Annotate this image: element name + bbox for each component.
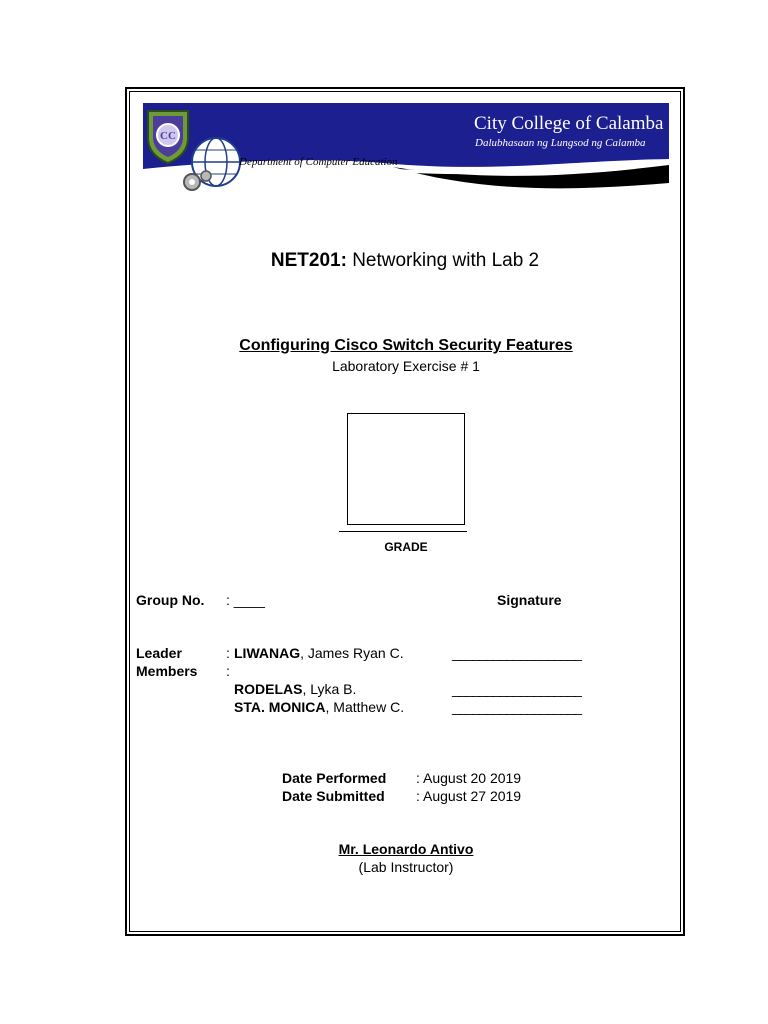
member-surname: RODELAS [234,681,303,697]
signature-line: ___________________ [452,699,581,715]
svg-text:CC: CC [160,130,176,142]
exercise-subtitle: Laboratory Exercise # 1 [332,358,480,374]
leader-colon: : [226,645,230,661]
exercise-title: Configuring Cisco Switch Security Features [239,337,573,354]
leader-given-name: , James Ryan C. [300,645,404,661]
instructor-role: (Lab Instructor) [358,859,454,875]
signature-line: ___________________ [452,681,581,697]
course-code: NET201: [270,250,347,271]
course-heading [0,250,768,272]
leader-label: Leader [136,645,182,661]
member-name [234,681,356,697]
college-name: City College of Calamba [474,113,664,134]
course-name: Networking with Lab 2 [352,250,540,271]
date-performed-label: Date Performed [282,770,387,786]
member-surname: STA. MONICA [234,699,326,715]
member-given-name: , Lyka B. [302,681,357,697]
members-label: Members [136,663,198,679]
signature-line: ___________________ [452,645,581,661]
grade-box [347,413,465,525]
signature-header: Signature [497,592,562,608]
department-name: Department of Computer Education [239,156,398,168]
members-colon: : [226,663,230,679]
instructor-name: Mr. Leonardo Antivo [338,841,474,857]
member-name [234,699,404,715]
grade-label: GRADE [384,540,428,554]
grade-underline [339,531,467,532]
group-value: : ____ [226,592,265,608]
department-globe-logo-icon [180,132,244,194]
leader-surname: LIWANAG [234,645,301,661]
member-given-name: , Matthew C. [325,699,405,715]
group-label: Group No. [136,592,205,608]
college-subtitle: Dalubhasaan ng Lungsod ng Calamba [475,137,646,149]
leader-name [234,645,404,661]
date-submitted-value: : August 27 2019 [416,788,522,804]
date-submitted-label: Date Submitted [282,788,385,804]
date-performed-value: : August 20 2019 [416,770,522,786]
